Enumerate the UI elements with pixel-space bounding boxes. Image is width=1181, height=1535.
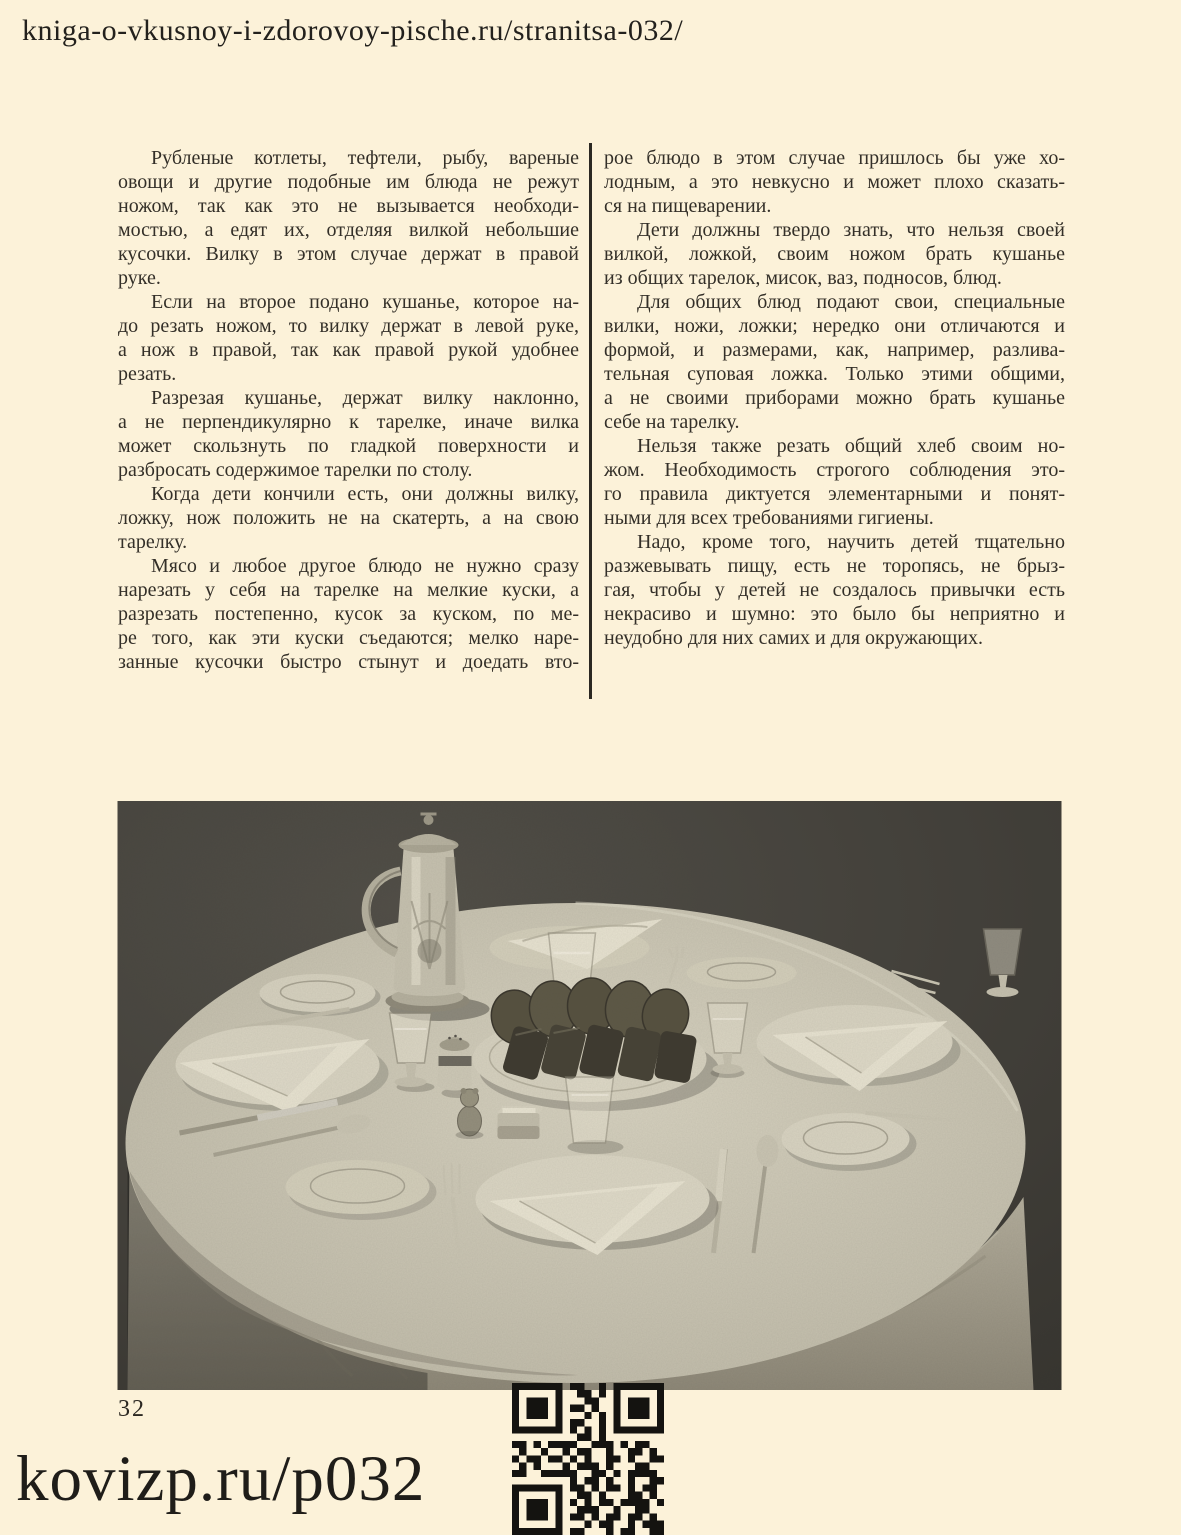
text-line: ся на пищеварении. <box>604 195 772 217</box>
text-line: резать. <box>118 363 177 385</box>
page-number: 32 <box>118 1396 146 1422</box>
text-line: до резать ножом, то вилку держат в левой руке, <box>118 315 579 337</box>
text-line: мостью, а едят их, отделяя вилкой небольшие <box>118 219 579 241</box>
text-line: жом. Необходимость строгого соблюдения это- <box>604 459 1065 481</box>
paragraph <box>604 290 1065 434</box>
text-line: ложку, нож положить не на скатерть, а на свою <box>118 507 579 529</box>
paragraph <box>118 386 579 482</box>
text-line: занные кусочки быстро стынут и доедать вто- <box>118 651 579 673</box>
table-setting-photo <box>117 801 1062 1390</box>
text-line: неудобно для них самих и для окружающих. <box>604 627 983 649</box>
paragraph <box>604 146 1065 218</box>
text-line: Если на второе подано кушанье, которое на- <box>151 291 579 313</box>
paragraph <box>118 554 579 674</box>
text-line: кусочки. Вилку в этом случае держат в правой <box>118 243 579 265</box>
text-line: Разрезая кушанье, держат вилку наклонно, <box>151 387 579 409</box>
text-line: тельная суповая ложка. Только этими общими, <box>604 363 1065 385</box>
text-line: вилки, ножи, ложки; нередко они отличаются и <box>604 315 1065 337</box>
paragraph <box>604 218 1065 290</box>
text-line: разбросать содержимое тарелки по столу. <box>118 459 473 481</box>
text-line: Мясо и любое другое блюдо не нужно сразу <box>151 555 579 577</box>
text-line: Рубленые котлеты, тефтели, рыбу, вареные <box>151 147 579 169</box>
paragraph <box>118 290 579 386</box>
text-line: Дети должны твердо знать, что нельзя своей <box>637 219 1065 241</box>
text-line: Когда дети кончили есть, они должны вилку, <box>151 483 579 505</box>
text-line: ре того, как эти куски съедаются; мелко наре- <box>118 627 579 649</box>
column-divider-rule <box>589 143 592 699</box>
paragraph <box>118 146 579 290</box>
paragraph <box>604 434 1065 530</box>
text-line: разрезать постепенно, кусок за куском, по ме- <box>118 603 579 625</box>
text-line: овощи и другие подобные им блюда не режут <box>118 171 579 193</box>
text-line: а не своими приборами можно брать кушанье <box>604 387 1065 409</box>
site-url-header: kniga-o-vkusnoy-i-zdorovoy-pische.ru/stranitsa-032/ <box>22 14 684 47</box>
qr-code <box>512 1383 664 1535</box>
text-line: из общих тарелок, мисок, ваз, подносов, блюд. <box>604 267 1002 289</box>
paragraph <box>604 530 1065 650</box>
text-line: Для общих блюд подают свои, специальные <box>637 291 1065 313</box>
short-url-text: kovizp.ru/p032 <box>16 1443 426 1515</box>
text-line: лодным, а это невкусно и может плохо сказать- <box>604 171 1065 193</box>
text-line: а нож в правой, так как правой рукой удобнее <box>118 339 579 361</box>
text-column-right <box>604 146 1065 650</box>
text-line: вилкой, ложкой, своим ножом брать кушанье <box>604 243 1065 265</box>
text-line: рое блюдо в этом случае пришлось бы уже хо- <box>604 147 1065 169</box>
text-line: разжевывать пищу, есть не торопясь, не брыз- <box>604 555 1065 577</box>
table-setting-photo-svg <box>117 801 1062 1390</box>
text-column-left <box>118 146 579 674</box>
photo-grain <box>118 801 1062 1390</box>
text-line: тарелку. <box>118 531 188 553</box>
text-line: ными для всех требованиями гигиены. <box>604 507 934 529</box>
text-line: ножом, так как это не вызывается необходи- <box>118 195 579 217</box>
text-line: формой, и размерами, как, например, разлива- <box>604 339 1065 361</box>
text-line: некрасиво и шумно: это было бы неприятно и <box>604 603 1065 625</box>
text-line: нарезать у себя на тарелке на мелкие куски, а <box>118 579 579 601</box>
qr-code-svg <box>512 1383 664 1535</box>
text-line: гая, чтобы у детей не создалось привычки есть <box>604 579 1065 601</box>
text-line: а не перпендикулярно к тарелке, иначе вилка <box>118 411 579 433</box>
text-line: Надо, кроме того, научить детей тщательно <box>637 531 1065 553</box>
text-line: го правила диктуется элементарными и понят- <box>604 483 1065 505</box>
text-line: себе на тарелку. <box>604 411 740 433</box>
text-line: руке. <box>118 267 161 289</box>
text-line: может скользнуть по гладкой поверхности и <box>118 435 579 457</box>
paragraph <box>118 482 579 554</box>
text-line: Нельзя также резать общий хлеб своим но- <box>637 435 1065 457</box>
